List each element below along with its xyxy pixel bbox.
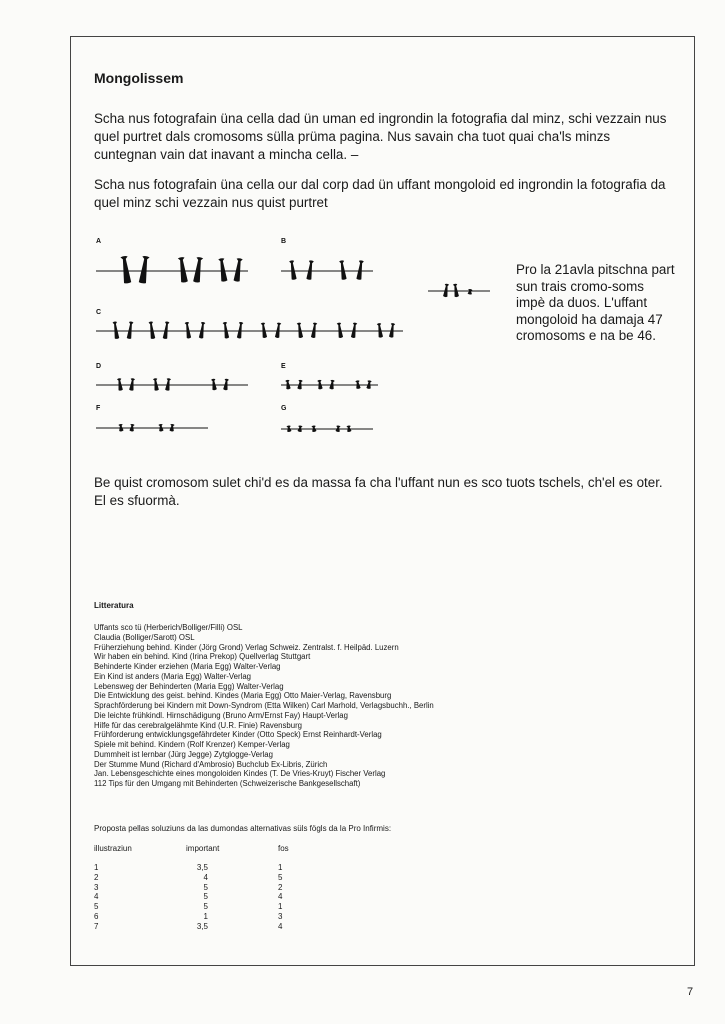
table-row: [94, 883, 289, 893]
list-item: Spiele mit behind. Kindern (Rolf Krenzer) Kemper-Verlag: [94, 740, 290, 749]
chromosome-c: [163, 321, 170, 339]
table-cell: 4: [278, 921, 283, 931]
chromosome-c: [297, 322, 304, 338]
chromosome-b: [289, 260, 297, 280]
chromosome-c: [112, 321, 119, 339]
group-label-a: A: [96, 238, 102, 245]
column-header: illustraziun: [94, 843, 132, 853]
table-row: [94, 863, 289, 873]
chromosome-b: [339, 260, 347, 280]
intro-paragraph: Scha nus fotografain üna cella dad ün uman ed ingrondin la fotografia dal minz, schi vezzain nus quel purtret dals cromosoms süllа prüma pagina. Nus savain cha tuot quai cha'ls minzs cuntegnan vain dat inavant a mincha cella. –: [94, 111, 667, 162]
chromosome-c: [389, 323, 395, 338]
chromosome-c: [337, 322, 344, 338]
list-item: Hilfe für das cerebralgelähmte Kind (U.R. Finie) Ravensburg: [94, 720, 303, 730]
chromosome-a: [193, 257, 203, 283]
chromosome-a: [178, 257, 188, 283]
chromosome-b: [306, 260, 314, 280]
table-row: [94, 902, 289, 912]
list-item: Behinderte Kinder erziehen (Maria Egg) Walter-Verlag: [94, 662, 281, 671]
chromosome-c: [237, 322, 244, 339]
list-item: Frühforderung entwicklungsgefährdeter Kinder (Otto Speck) Ernst Reinhardt-Verlag: [94, 730, 382, 740]
group-label-e: E: [281, 363, 286, 370]
proposal-text: Proposta pellas soluziuns da las dumondas alternativas süls fögls da la Pro Infirmis:: [94, 824, 392, 833]
group-label-b: B: [281, 238, 287, 245]
list-item: Sprachförderung bei Kindern mit Down-Syndrom (Etta Wilken) Carl Marhold, Verlagsbuchh., Berlin: [94, 701, 434, 710]
chromosome-a: [120, 256, 131, 284]
table-cell: 1: [278, 902, 283, 912]
table-cell: 1: [203, 911, 208, 921]
chromosome-c: [311, 322, 318, 338]
list-item: Wir haben ein behind. Kind (Irina Prekop) Quellverlag Stuttgart: [94, 652, 311, 662]
list-item: Die Entwicklung des geist. behind. Kindes (Maria Egg) Otto Maier-Verlag, Ravensburg: [94, 691, 392, 701]
chromosome-d: [117, 378, 123, 391]
list-item: 112 Tips für den Umgang mit Behinderten (Schweizerische Bankgesellschaft): [94, 779, 361, 788]
list-item: Der Stumme Mund (Richard d'Ambrosio) Buchclub Ex-Libris, Zürich: [94, 759, 328, 769]
chromosome-c: [148, 321, 155, 339]
table-cell: 2: [278, 882, 283, 892]
table-row: [94, 922, 289, 932]
chromosome-c: [377, 323, 383, 338]
table-cell: 5: [203, 902, 208, 912]
column-header: fos: [278, 843, 289, 853]
column-header: important: [186, 843, 220, 853]
chromosome-c: [185, 322, 192, 339]
chromosome-a: [139, 256, 150, 284]
table-cell: 5: [278, 872, 283, 882]
trisomy-note: Pro la 21avla pitschna part sun trais cromo-soms impè da duos. L'uffant mongoloid ha damaja 47 cromosoms e na be 46.: [516, 262, 675, 344]
table-cell: 6: [94, 911, 99, 921]
table-cell: 3: [94, 882, 99, 892]
mongoloid-paragraph: Scha nus fotografain üna cella our dal corp dad ün uffant mongoloid ed ingrondin la fotografia da quel minz schi vezzain nus quist purtret: [94, 177, 666, 210]
group-label-g: G: [281, 405, 287, 412]
table-cell: 5: [203, 882, 208, 892]
page-title: Mongolissem: [94, 70, 184, 86]
table-cell: 3,5: [196, 921, 208, 931]
table-row: [94, 873, 289, 883]
conclusion-paragraph: Be quist cromosom sulet chi'd es da massa fa cha l'uffant nun es sco tuots tschels, ch'el es oter. El es sfuormà.: [94, 475, 663, 508]
chromosome-trisomy: [443, 283, 449, 297]
group-label-d: D: [96, 363, 102, 370]
page-number: 7: [687, 986, 694, 998]
table-cell: 1: [278, 863, 283, 872]
chromosome-d: [129, 378, 135, 391]
chromosome-d: [153, 378, 159, 391]
table-cell: 1: [94, 863, 99, 872]
chromosome-c: [223, 322, 230, 339]
table-cell: 4: [203, 872, 208, 882]
group-label-f: F: [96, 405, 101, 412]
table-cell: 5: [94, 902, 99, 912]
chromosome-d: [165, 378, 171, 391]
karyotype-illustration: [88, 230, 508, 440]
table-cell: 5: [203, 892, 208, 902]
table-cell: 2: [94, 872, 99, 882]
answer-table: [94, 843, 289, 932]
list-item: Ein Kind ist anders (Maria Egg) Walter-Verlag: [94, 671, 252, 681]
table-cell: 7: [94, 921, 99, 931]
chromosome-trisomy: [453, 283, 459, 297]
literature-list: [94, 623, 434, 789]
list-item: Uffants sco tü (Herberich/Bolliger/Filli) OSL: [94, 623, 243, 632]
table-row: [94, 912, 289, 922]
list-item: Früherziehung behind. Kinder (Jörg Grond) Verlag Schweiz. Zentralst. f. Heilpäd. Luzern: [94, 642, 399, 652]
chromosome-c: [261, 322, 268, 338]
chromosome-c: [199, 322, 206, 339]
table-row: [94, 892, 289, 902]
list-item: Claudia (Bolliger/Sarott) OSL: [94, 632, 195, 642]
list-item: Jan. Lebensgeschichte eines mongoloiden Kindes (T. De Vries-Kruyt) Fischer Verlag: [94, 769, 386, 779]
table-cell: 4: [94, 892, 99, 902]
chromosome-a: [218, 258, 227, 282]
chromosome-c: [127, 321, 134, 339]
list-item: Lebensweg der Behinderten (Maria Egg) Walter-Verlag: [94, 681, 284, 691]
group-label-c: C: [96, 309, 102, 316]
literature-title: Litteratura: [94, 601, 134, 610]
chromosome-b: [356, 260, 364, 280]
list-item: Dummheit ist lernbar (Jürg Jegge) Zytglogge-Verlag: [94, 749, 273, 759]
table-cell: 4: [278, 892, 283, 902]
chromosome-c: [351, 322, 358, 338]
chromosome-trisomy: [467, 289, 472, 295]
list-item: Die leichte frühkindl. Hirnschädigung (Bruno Arm/Ernst Fay) Haupt-Verlag: [94, 710, 348, 720]
chromosome-c: [275, 322, 282, 338]
table-cell: 3: [278, 911, 283, 921]
table-cell: 3,5: [196, 863, 208, 872]
chromosome-a: [233, 258, 242, 282]
